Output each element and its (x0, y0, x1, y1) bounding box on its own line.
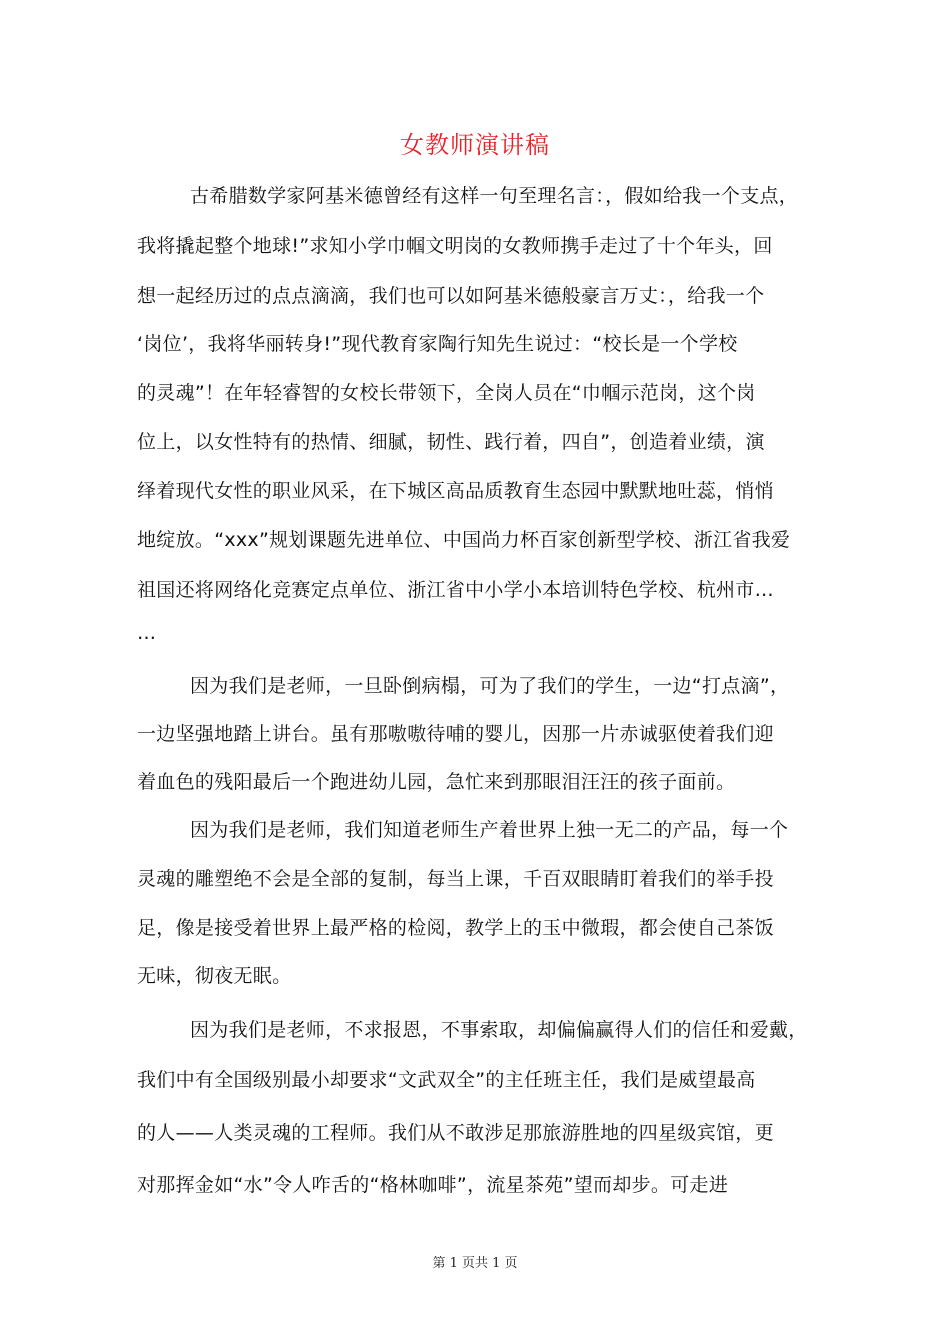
paragraph-line: 一边坚强地踏上讲台。虽有那嗷嗷待哺的婴儿，因那一片赤诚驱使着我们迎 (137, 723, 774, 745)
paragraph-line: 的灵魂”！在年轻睿智的女校长带领下，全岗人员在“巾帼示范岗，这个岗 (137, 382, 756, 404)
paragraph-line: 祖国还将网络化竞赛定点单位、浙江省中小学小本培训特色学校、杭州市… (137, 579, 774, 601)
paragraph-line: 的人——人类灵魂的工程师。我们从不敢涉足那旅游胜地的四星级宾馆，更 (137, 1122, 774, 1144)
paragraph-line: 对那挥金如“水”令人咋舌的“格林咖啡”，流星茶苑”望而却步。可走进 (137, 1174, 729, 1196)
paragraph-line: 灵魂的雕塑绝不会是全部的复制，每当上课，千百双眼睛盯着我们的举手投 (137, 868, 774, 890)
paragraph-line: 古希腊数学家阿基米德曾经有这样一句至理名言：，假如给我一个支点， (190, 185, 799, 207)
paragraph-line: 位上，以女性特有的热情、细腻，韧性、践行着，四自”，创造着业绩，演 (137, 431, 765, 453)
paragraph-line: 足，像是接受着世界上最严格的检阅，教学上的玉中微瑕，都会使自己茶饭 (137, 917, 774, 939)
paragraph-line: 我们中有全国级别最小却要求“文武双全”的主任班主任，我们是威望最高 (137, 1069, 756, 1091)
document-title: 女教师演讲稿 (400, 131, 550, 159)
paragraph-line: … (137, 622, 157, 644)
paragraph-line: 因为我们是老师，我们知道老师生产着世界上独一无二的产品，每一个 (190, 819, 789, 841)
paragraph-line: 想一起经历过的点点滴滴，我们也可以如阿基米德般豪言万丈：，给我一个 (137, 285, 765, 307)
paragraph-line: ‘岗位’，我将华丽转身!”现代教育家陶行知先生说过：“校长是一个学校 (137, 333, 738, 355)
page-number-footer: 第 1 页共 1 页 (432, 1256, 518, 1271)
paragraph-line: 无味，彻夜无眠。 (137, 965, 292, 987)
paragraph-line: 绎着现代女性的职业风采，在下城区高品质教育生态园中默默地吐蕊，悄悄 (137, 480, 774, 502)
paragraph-line: 因为我们是老师，不求报恩，不事索取，却偏偏赢得人们的信任和爱戴， (190, 1019, 808, 1041)
paragraph-line: 我将撬起整个地球!”求知小学巾帼文明岗的女教师携手走过了十个年头，回 (137, 235, 773, 257)
paragraph-line: 因为我们是老师，一旦卧倒病榻，可为了我们的学生，一边“打点滴”， (190, 675, 790, 697)
paragraph-line: 地绽放。“xxx”规划课题先进单位、中国尚力杯百家创新型学校、浙江省我爱 (137, 529, 791, 551)
paragraph-line: 着血色的残阳最后一个跑进幼儿园，急忙来到那眼泪汪汪的孩子面前。 (137, 771, 736, 793)
